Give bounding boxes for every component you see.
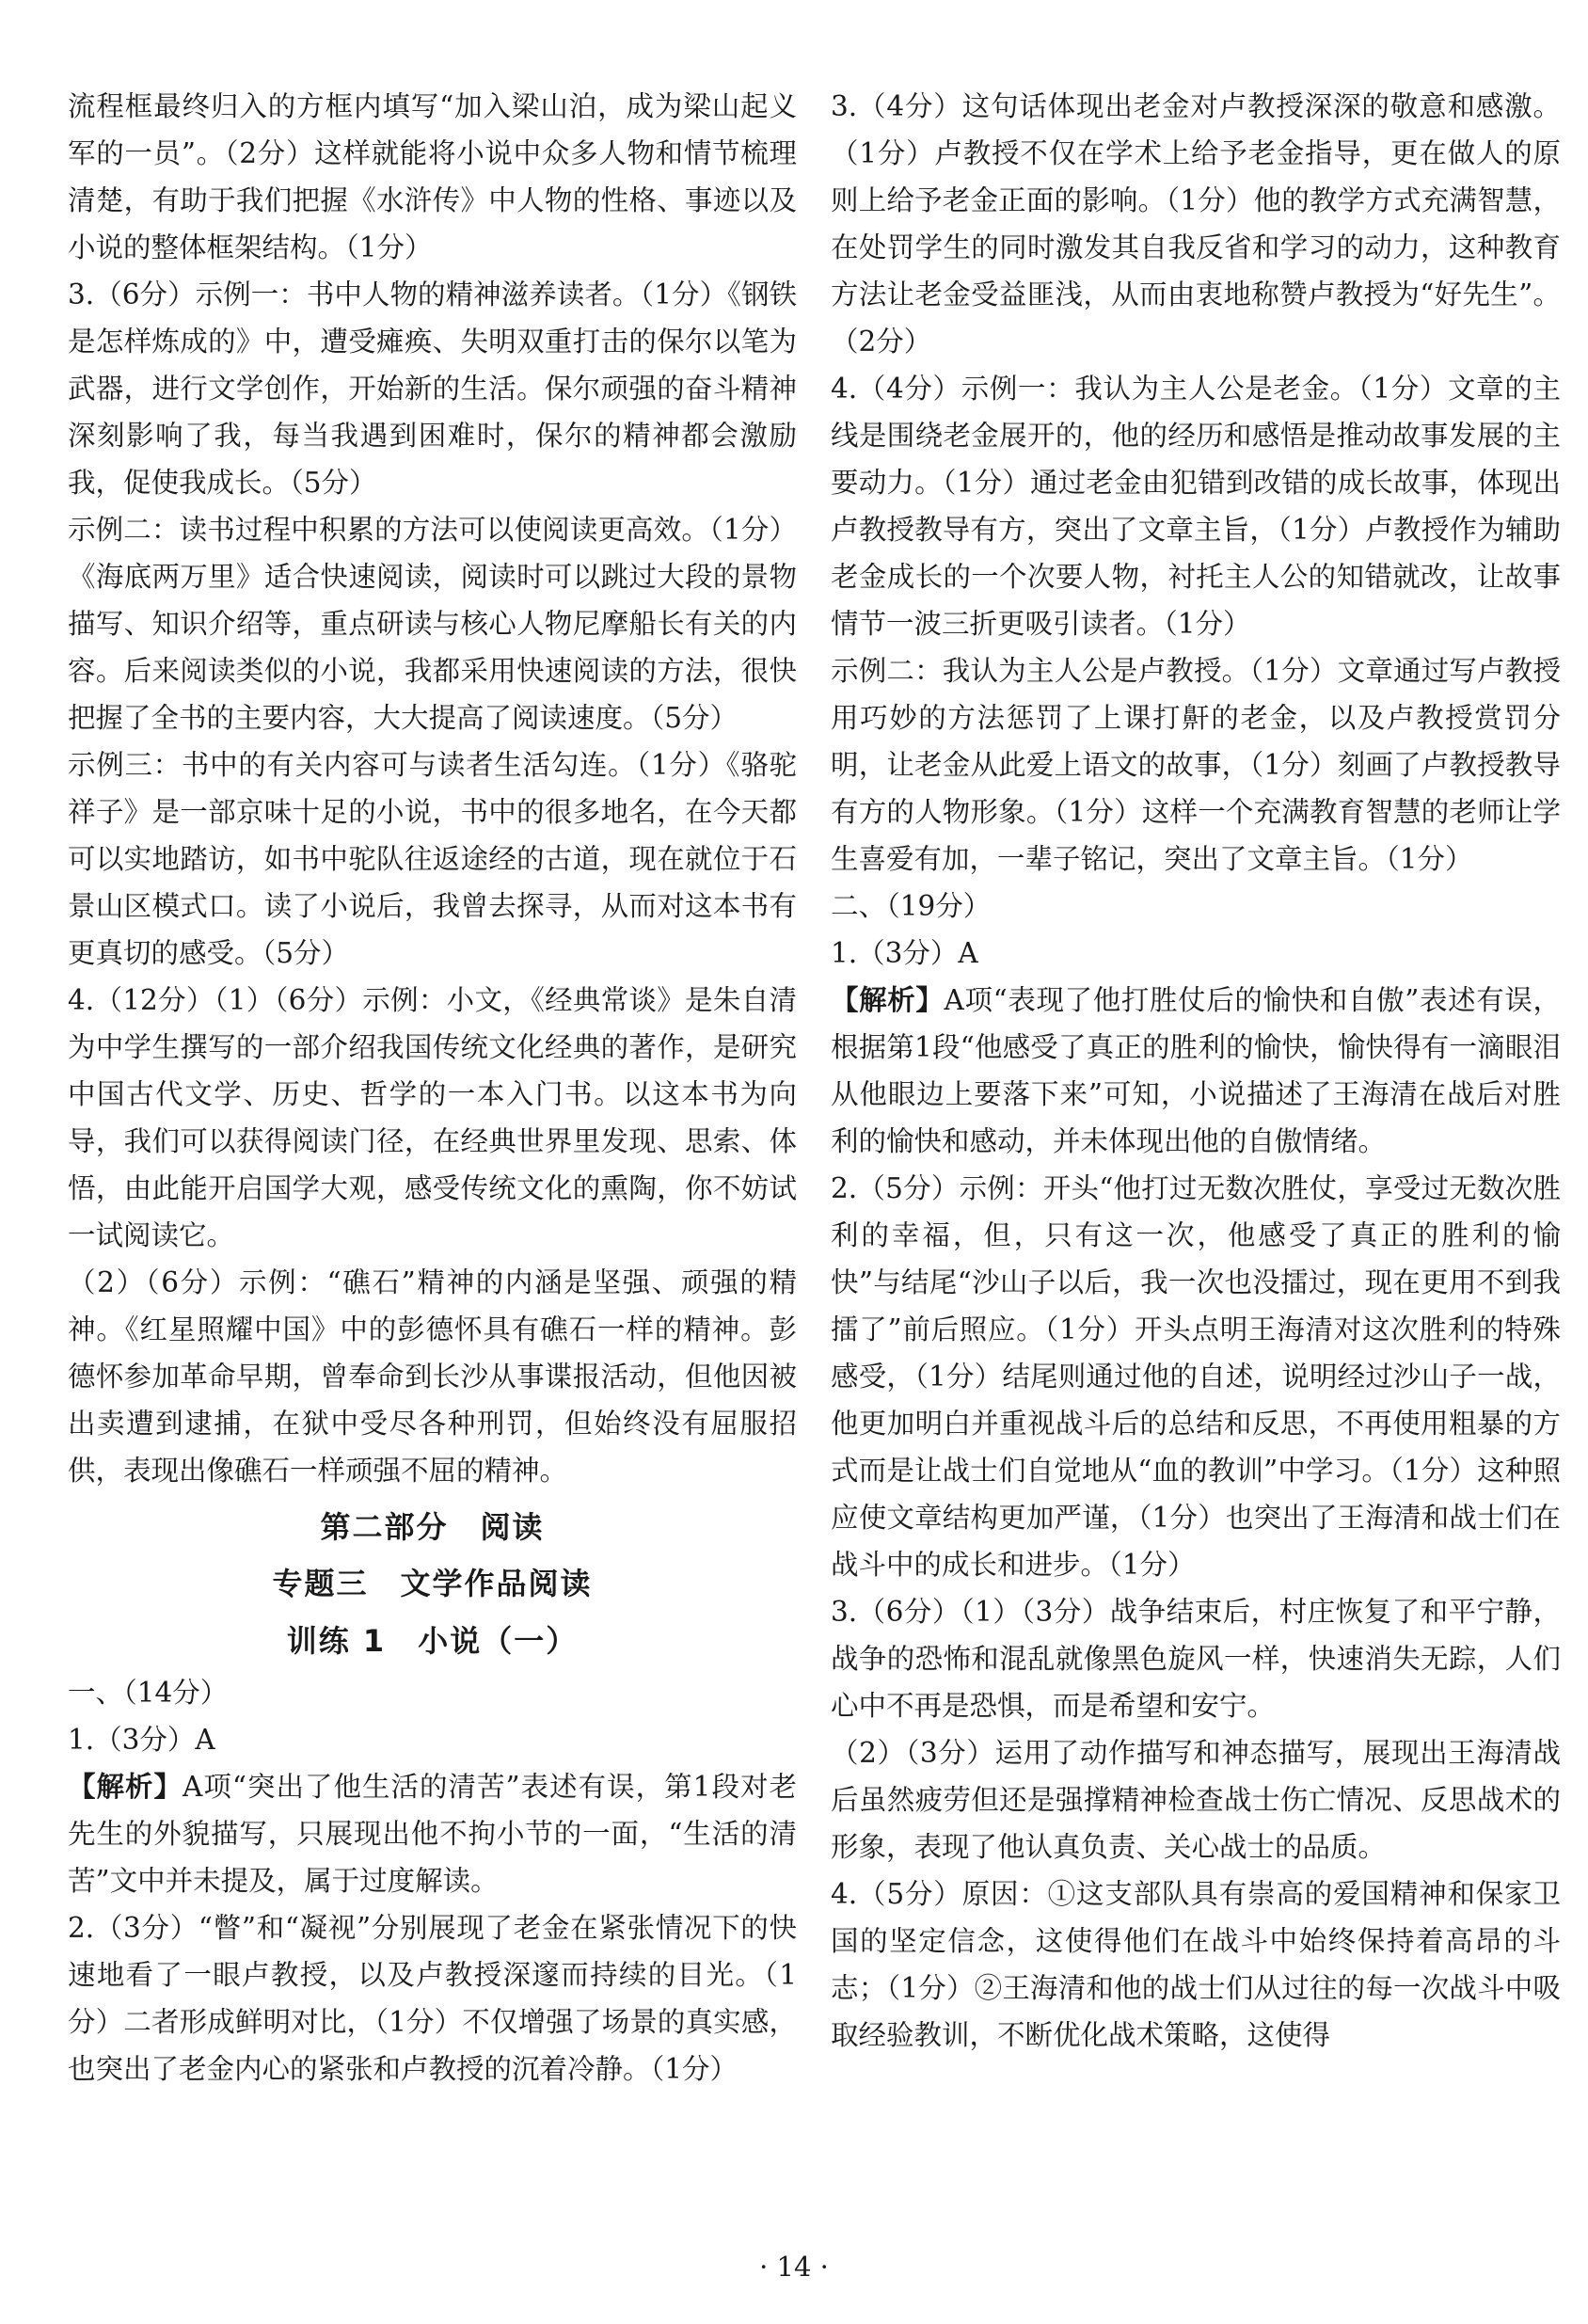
section-label: 二、（19分） — [831, 890, 992, 922]
answer-line: 1.（3分）A — [831, 937, 978, 969]
analysis-tag: 【解析】 — [68, 1771, 183, 1803]
analysis-tag: 【解析】 — [831, 984, 945, 1016]
analysis-text: A项“表现了他打胜仗后的愉快和自傲”表述有误，根据第1段“他感受了真正的胜利的愉快，愉快得有一滴眼泪从他眼边上要落下来”可知，小说描述了王海清在战后对胜利的愉快和感动，并未体现出他的自傲情绪。 — [831, 984, 1561, 1157]
paragraph: 4.（4分）示例一：我认为主人公是老金。（1分）文章的主线是围绕老金展开的，他的经历和感悟是推动故事发展的主要动力。（1分）通过老金由犯错到改错的成长故事，体现出卢教授教导有方，突出了文章主旨，（1分）卢教授作为辅助老金成长的一个次要人物，衬托主人公的知错就改，让故事情节一波三折更吸引读者。（1分） — [831, 373, 1561, 640]
analysis-text: A项“突出了他生活的清苦”表述有误，第1段对老先生的外貌描写，只展现出他不拘小节的一面，“生活的清苦”文中并未提及，属于过度解读。 — [68, 1771, 797, 1897]
paragraph: 2.（3分）“瞥”和“凝视”分别展现了老金在紧张情况下的快速地看了一眼卢教授，以及卢教授深邃而持续的目光。（1分）二者形成鲜明对比，（1分）不仅增强了场景的真实感，也突出了老金内心的紧张和卢教授的沉着冷静。（1分） — [68, 1912, 797, 2085]
paragraph: 4.（5分）原因：①这支部队具有崇高的爱国精神和保家卫国的坚定信念，这使得他们在战斗中始终保持着高昂的斗志；（1分）②王海清和他的战士们从过往的每一次战斗中吸取经验教训，不断优化战术策略，这使得 — [831, 1878, 1561, 2051]
paragraph: 示例二：读书过程中积累的方法可以使阅读更高效。（1分）《海底两万里》适合快速阅读，阅读时可以跳过大段的景物描写、知识介绍等，重点研读与核心人物尼摩船长有关的内容。后来阅读类似的小说，我都采用快速阅读的方法，很快把握了全书的主要内容，大大提高了阅读速度。（5分） — [68, 514, 797, 734]
analysis-paragraph — [831, 977, 1561, 1165]
page-number: · 14 · — [759, 2251, 829, 2283]
paragraph: （2）（6分）示例：“礁石”精神的内涵是坚强、顽强的精神。《红星照耀中国》中的彭德怀具有礁石一样的精神。彭德怀参加革命早期，曾奉命到长沙从事谍报活动，但他因被出卖遭到逮捕，在狱中受尽各种刑罚，但始终没有屈服招供，表现出像礁石一样顽强不屈的精神。 — [68, 1266, 797, 1487]
analysis-paragraph — [68, 1763, 797, 1904]
lesson-heading: 训练 1 小说（一） — [286, 1623, 579, 1659]
paragraph: 3.（6分）（1）（3分）战争结束后，村庄恢复了和平宁静，战争的恐怖和混乱就像黑色旋风一样，快速消失无踪，人们心中不再是恐惧，而是希望和安宁。 — [831, 1596, 1561, 1722]
right-column — [831, 83, 1561, 2059]
topic-heading: 专题三 文学作品阅读 — [272, 1566, 593, 1601]
paragraph: 2.（5分）示例：开头“他打过无数次胜仗，享受过无数次胜利的幸福，但，只有这一次，他感受了真正的胜利的愉快”与结尾“沙山子以后，我一次也没擂过，现在更用不到我擂了”前后照应。（1分）开头点明王海清对这次胜利的特殊感受，（1分）结尾则通过他的自述，说明经过沙山子一战，他更加明白并重视战斗后的总结和反思，不再使用粗暴的方式而是让战士们自觉地从“血的教训”中学习。（1分）这种照应使文章结构更加严谨，（1分）也突出了王海清和战士们在战斗中的成长和进步。（1分） — [831, 1172, 1561, 1581]
paragraph: 示例二：我认为主人公是卢教授。（1分）文章通过写卢教授用巧妙的方法惩罚了上课打鼾的老金，以及卢教授赏罚分明，让老金从此爱上语文的故事，（1分）刻画了卢教授教导有方的人物形象。（1分）这样一个充满教育智慧的老师让学生喜爱有加，一辈子铭记，突出了文章主旨。（1分） — [831, 655, 1561, 875]
section-label: 一、（14分） — [68, 1677, 229, 1709]
part-heading: 第二部分 阅读 — [320, 1509, 545, 1545]
paragraph: （2）（3分）运用了动作描写和神态描写，展现出王海清战后虽然疲劳但还是强撑精神检查战士伤亡情况、反思战术的形象，表现了他认真负责、关心战士的品质。 — [831, 1737, 1561, 1863]
answer-line: 1.（3分）A — [68, 1724, 215, 1756]
paragraph: 4.（12分）（1）（6分）示例：小文，《经典常谈》是朱自清为中学生撰写的一部介绍我国传统文化经典的著作，是研究中国古代文学、历史、哲学的一本入门书。以这本书为向导，我们可以获得阅读门径，在经典世界里发现、思索、体悟，由此能开启国学大观，感受传统文化的熏陶，你不妨试一试阅读它。 — [68, 984, 797, 1251]
paragraph: 3.（6分）示例一：书中人物的精神滋养读者。（1分）《钢铁是怎样炼成的》中，遭受瘫痪、失明双重打击的保尔以笔为武器，进行文学创作，开始新的生活。保尔顽强的奋斗精神深刻影响了我，每当我遇到困难时，保尔的精神都会激励我，促使我成长。（5分） — [68, 279, 797, 499]
paragraph: 3.（4分）这句话体现出老金对卢教授深深的敬意和感激。（1分）卢教授不仅在学术上给予老金指导，更在做人的原则上给予老金正面的影响。（1分）他的教学方式充满智慧，在处罚学生的同时激发其自我反省和学习的动力，这种教育方法让老金受益匪浅，从而由衷地称赞卢教授为“好先生”。（2分） — [831, 90, 1561, 358]
left-column — [68, 83, 797, 2093]
paragraph: 示例三：书中的有关内容可与读者生活勾连。（1分）《骆驼祥子》是一部京味十足的小说，书中的很多地名，在今天都可以实地踏访，如书中驼队往返途经的古道，现在就位于石景山区模式口。读了小说后，我曾去探寻，从而对这本书有更真切的感受。（5分） — [68, 749, 797, 969]
paragraph: 流程框最终归入的方框内填写“加入梁山泊，成为梁山起义军的一员”。（2分）这样就能将小说中众多人物和情节梳理清楚，有助于我们把握《水浒传》中人物的性格、事迹以及小说的整体框架结构。（1分） — [68, 90, 797, 263]
